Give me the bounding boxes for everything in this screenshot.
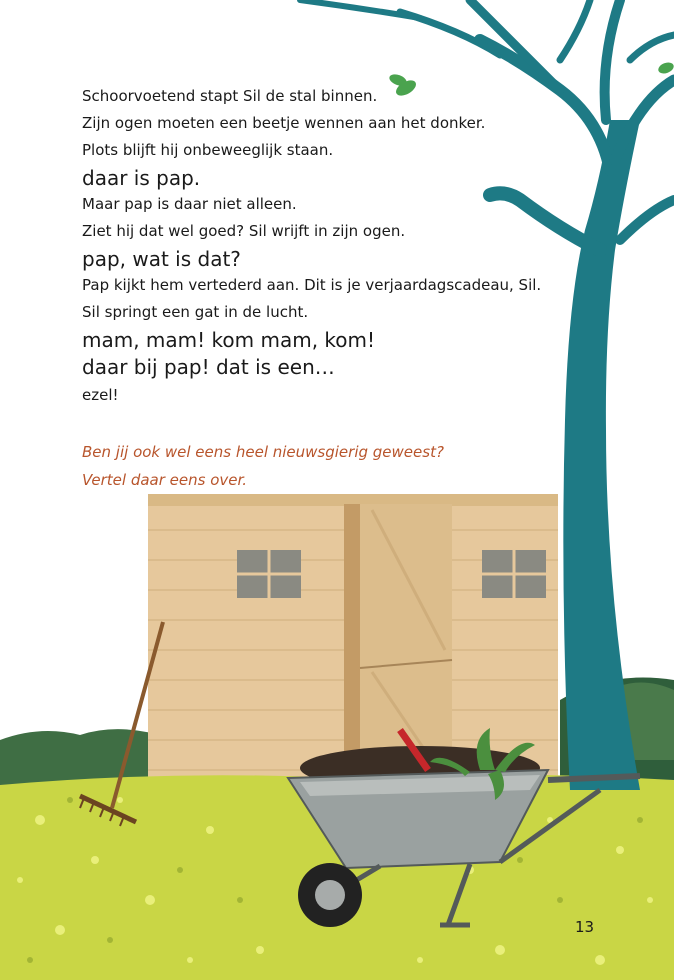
story-line: Plots blijft hij onbeweeglijk staan. [82,141,334,159]
prompt-line: Vertel daar eens over. [82,471,248,489]
story-line: Pap kijkt hem vertederd aan. Dit is je verjaardagscadeau, Sil. [82,276,542,294]
shed [148,494,558,788]
page-number: 13 [575,918,595,936]
story-line: ezel! [82,386,119,404]
discussion-prompt [82,440,444,496]
shed-window-right [482,550,546,598]
story-line: Maar pap is daar niet alleen. [82,195,297,213]
story-line: pap, wat is dat? [82,247,241,271]
shed-window-left [237,550,301,598]
story-line: mam, mam! kom mam, kom! [82,328,376,352]
story-line: Sil springt een gat in de lucht. [82,303,309,321]
story-line: daar bij pap! dat is een… [82,355,335,379]
prompt-line: Ben jij ook wel eens heel nieuwsgierig geweest? [82,443,444,461]
story-line: Ziet hij dat wel goed? Sil wrijft in zijn ogen. [82,222,406,240]
story-line: daar is pap. [82,166,201,190]
story-text [82,84,562,410]
story-line: Schoorvoetend stapt Sil de stal binnen. [82,87,378,105]
story-line: Zijn ogen moeten een beetje wennen aan het donker. [82,114,486,132]
